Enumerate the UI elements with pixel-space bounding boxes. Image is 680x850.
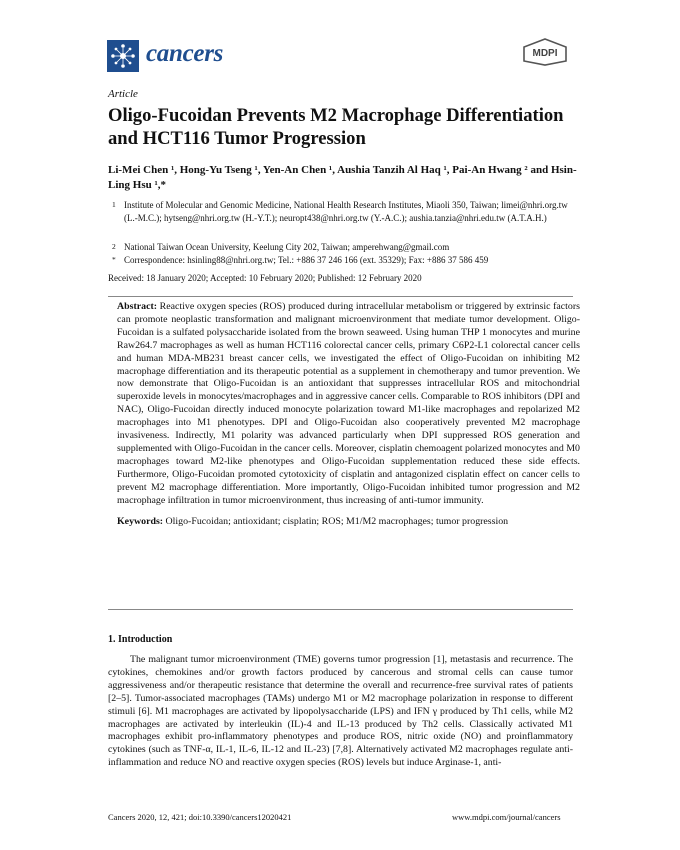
- paper-title: Oligo-Fucoidan Prevents M2 Macrophage Differentiation and HCT116 Tumor Progression: [108, 105, 564, 149]
- introduction-paragraph: The malignant tumor microenvironment (TME) governs tumor progression [1], metastasis and recurrence. The cytokines, chemokines and/or growth factors produced by cancerous and stromal cells can cause tumor aggressiveness and/or therapeutic resistance that determine the overall and recurrence-free survival rates of patients [2–5]. Tumor-associated macrophages (TAMs) undergo M1 or M2 macrophage polarization in response to different stimuli [6]. M1 macrophages are activated by lipopolysaccharide (LPS) and IFN γ produced by Th1 cells, while M2 macrophages are activated by interleukin (IL)-4 and IL-13 produced by Th2 cells. Classically activated M1 macrophages exhibit pro-inflammatory phenotypes and produce ROS, nitric oxide (NO) and proinflammatory cytokines (such as TNF-α, IL-1, IL-6, IL-12 and IL-23) [7,8]. Alternatively activated M2 macrophages regulate anti-inflammation and reduce NO and reactive oxygen species (ROS) levels but induce Arginase-1, anti-: [108, 654, 573, 769]
- keywords-text: Oligo-Fucoidan; antioxidant; cisplatin; ROS; M1/M2 macrophages; tumor progression: [165, 515, 509, 527]
- footer-journal-url: www.mdpi.com/journal/cancers: [452, 812, 561, 822]
- affiliation-marker: 1: [112, 200, 116, 209]
- affiliation-2: [108, 241, 578, 254]
- section-heading: 1. Introduction: [108, 634, 173, 645]
- affiliation-marker: 2: [112, 242, 116, 251]
- journal-logo-icon: [107, 40, 139, 72]
- affiliation-1: [108, 199, 578, 224]
- abstract-section: [108, 296, 580, 610]
- correspondence: [108, 254, 578, 267]
- abstract-text: Reactive oxygen species (ROS) produced during intracellular metabolism or triggered by extrinsic factors can promote neoplastic transformation and malignant microenvironment that mediate tumor development. Oligo-Fucoidan is a sulfated polysaccharide isolated from the brown seaweed. Using human THP 1 monocytes and murine Raw264.7 macrophages as well as human HCT116 colorectal cancer cells, primary C6P2-L1 colorectal cancer cells and human MDA-MB231 breast cancer cells, we investigated the effect of Oligo-Fucoidan on inhibiting M2 macrophage differentiation and its therapeutic potential as a supplement in chemotherapy and tumor prevention. We now demonstrate that Oligo-Fucoidan is an antioxidant that suppresses intracellular ROS and mitochondrial superoxide levels in monocytes/macrophages and in aggressive cancer cells. Comparable to ROS inhibitors (DPI and NAC), Oligo-Fucoidan directly induced monocyte polarization toward M1-like macrophages and repolarized M2 macrophages into M1 phenotypes. DPI and Oligo-Fucoidan also cooperatively prevented M2 macrophage invasiveness. Indirectly, M1 polarity was advanced particularly when DPI suppressed ROS generation and supplemented with Oligo-Fucoidan in the cancer cells. Moreover, cisplatin chemoagent polarized monocytes and M0 macrophages toward M2-like phenotypes and Oligo-Fucoidan supplementation reduced these side effects. Furthermore, Oligo-Fucoidan promoted cytotoxicity of cisplatin and antagonized cisplatin effect on cancer cells to prevent M2 macrophage differentiation. More importantly, Oligo-Fucoidan inhibited tumor progression and M2 macrophage infiltration in tumor microenvironment, thus increasing of anti-tumor immunity.: [117, 301, 580, 506]
- correspondence-marker: *: [112, 255, 116, 264]
- author-list: Li-Mei Chen ¹, Hong-Yu Tseng ¹, Yen-An Chen ¹, Aushia Tanzih Al Haq ¹, Pai-An Hwang ² and Hsin-Ling Hsu ¹,*: [108, 164, 577, 191]
- publisher-logo-icon: [520, 38, 570, 66]
- correspondence-text: Correspondence: hsinling88@nhri.org.tw; Tel.: +886 37 246 166 (ext. 35329); Fax: +886 37 586 459: [124, 255, 489, 265]
- article-type: Article: [108, 88, 138, 100]
- publication-dates: Received: 18 January 2020; Accepted: 10 February 2020; Published: 12 February 2020: [108, 273, 422, 283]
- publisher-name: MDPI: [532, 48, 558, 59]
- affiliation-text: Institute of Molecular and Genomic Medicine, National Health Research Institutes, Miaoli 350, Taiwan; limei@nhri.org.tw (L.-M.C.); hytseng@nhri.org.tw (H.-Y.T.); neuropt438@nhri.org.tw (Y.-A.C.); aushia.tanzia@nhri.edu.tw (A.T.A.H.): [124, 200, 568, 223]
- footer-citation: Cancers 2020, 12, 421; doi:10.3390/cancers12020421: [108, 812, 292, 822]
- abstract: [117, 301, 580, 508]
- abstract-label: Abstract:: [117, 301, 158, 312]
- keywords-label: Keywords:: [117, 515, 164, 527]
- affiliation-text: National Taiwan Ocean University, Keelung City 202, Taiwan; amperehwang@gmail.com: [124, 242, 450, 252]
- journal-name: cancers: [146, 40, 224, 67]
- keywords: [117, 516, 573, 529]
